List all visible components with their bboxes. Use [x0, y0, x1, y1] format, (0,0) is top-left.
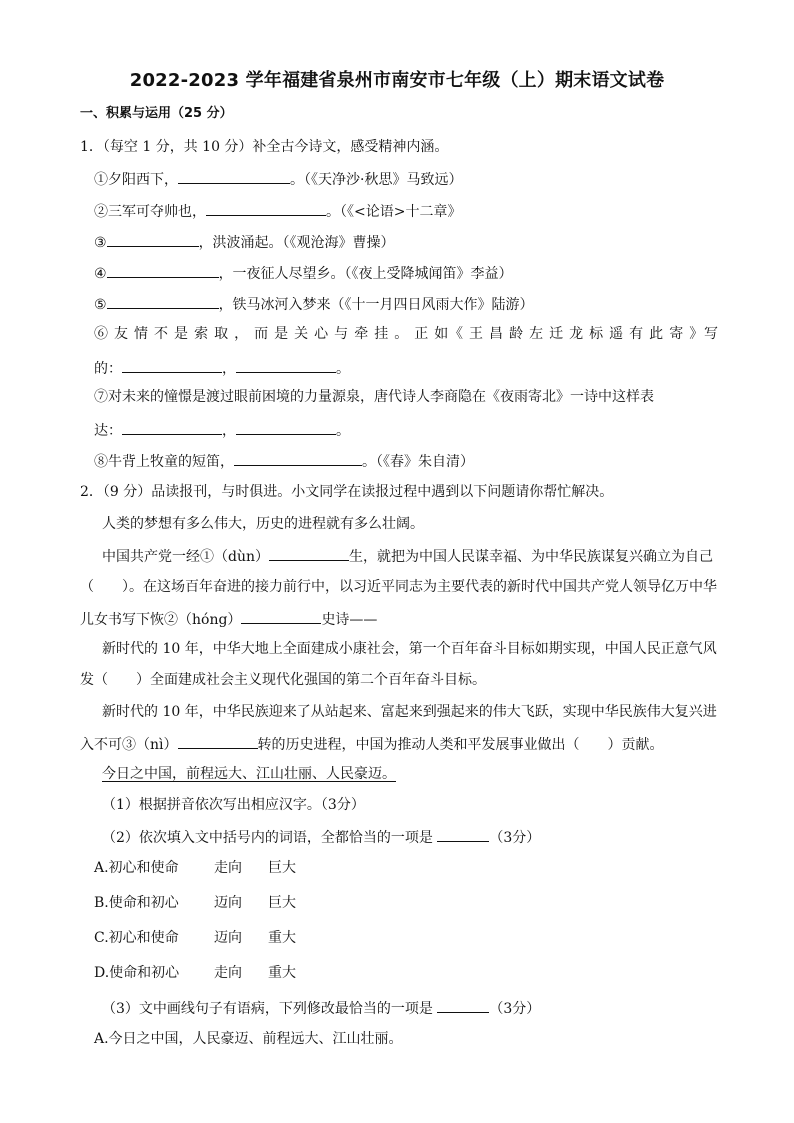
q1-item-1: ①夕阳西下， 。（《天净沙·秋思》马致远）: [94, 168, 462, 190]
q1-item-8: ⑧牛背上牧童的短笛， 。（《春》朱自清）: [94, 450, 474, 472]
q2-sub-question-3: （3）文中画线句子有语病，下列修改最恰当的一项是 （3分）: [102, 997, 540, 1019]
answer-blank[interactable]: [236, 419, 336, 435]
q1-item-3: ③ ，洪波涌起。（《观沧海》曹操）: [94, 231, 395, 253]
answer-blank[interactable]: [437, 826, 489, 842]
q1-stem: 1．（每空 1 分，共 10 分）补全古今诗文，感受精神内涵。: [80, 139, 449, 155]
q2-paragraph-4-line1: 新时代的 10 年，中华民族迎来了从站起来、富起来到强起来的伟大飞跃，实现中华民族伟大复兴进: [102, 704, 717, 720]
answer-blank[interactable]: [269, 545, 349, 561]
answer-blank[interactable]: [234, 450, 362, 466]
q1-item-4: ④ ，一夜征人尽望乡。（《夜上受降城闻笛》李益）: [94, 262, 513, 284]
q1-item-5: ⑤ ，铁马冰河入梦来（《十一月四日风雨大作》陆游）: [94, 293, 534, 315]
q2-paragraph-3-line2: 发（ ）全面建成社会主义现代化强国的第二个百年奋斗目标。: [80, 672, 486, 688]
q2-paragraph-1: 人类的梦想有多么伟大，历史的进程就有多么壮阔。: [102, 516, 424, 532]
option-b[interactable]: B.使命和初心 迈向 巨大: [94, 895, 296, 911]
option-c[interactable]: C.初心和使命 迈向 重大: [94, 930, 296, 946]
q2-paragraph-2-line2: （ ）。在这场百年奋进的接力前行中，以习近平同志为主要代表的新时代中国共产党人领导亿万中华: [80, 579, 717, 595]
q2-stem: 2．（9 分）品读报刊，与时俱进。小文同学在读报过程中遇到以下问题请你帮忙解决。: [80, 484, 614, 500]
exam-title: 2022-2023 学年福建省泉州市南安市七年级（上）期末语文试卷: [129, 70, 665, 91]
answer-blank[interactable]: [437, 997, 489, 1013]
option-a[interactable]: A.初心和使命 走向 巨大: [94, 860, 296, 876]
answer-blank[interactable]: [236, 357, 336, 373]
q2-paragraph-4-line2: 入不可③（nì） 转的历史进程，中国为推动人类和平发展事业做出（ ）贡献。: [80, 733, 664, 755]
q1-item-6-line1: ⑥ 友 情 不 是 索 取 ， 而 是 关 心 与 牵 挂 。 正 如《 王 昌 龄 左 迁 龙 标 遥 有 此 寄 》写: [94, 326, 718, 342]
answer-blank[interactable]: [178, 168, 290, 184]
answer-blank[interactable]: [107, 262, 219, 278]
q1-item-2: ②三军可夺帅也， 。（《<论语>十二章》: [94, 200, 461, 222]
answer-blank[interactable]: [107, 293, 219, 309]
underlined-sentence: 今日之中国，前程远大、江山壮丽、人民豪迈。: [102, 766, 396, 782]
answer-blank[interactable]: [122, 419, 222, 435]
sub3-option-a[interactable]: A.今日之中国，人民豪迈、前程远大、江山壮丽。: [94, 1031, 403, 1047]
q2-sub-question-1: （1）根据拼音依次写出相应汉字。（3分）: [102, 797, 365, 813]
section-heading: 一、积累与运用（25 分）: [80, 106, 233, 121]
q2-paragraph-3-line1: 新时代的 10 年，中华大地上全面建成小康社会，第一个百年奋斗目标如期实现，中国人民正意气风: [102, 641, 717, 657]
answer-blank[interactable]: [206, 200, 326, 216]
q1-item-7-line2: 达： ， 。: [94, 419, 350, 441]
answer-blank[interactable]: [122, 357, 222, 373]
answer-blank[interactable]: [241, 608, 321, 624]
answer-blank[interactable]: [107, 231, 199, 247]
option-d[interactable]: D.使命和初心 走向 重大: [94, 965, 296, 981]
answer-blank[interactable]: [178, 733, 258, 749]
q2-paragraph-2-line1: 中国共产党一经①（dùn） 生，就把为中国人民谋幸福、为中华民族谋复兴确立为自己: [102, 545, 713, 567]
q1-item-6-line2: 的： ， 。: [94, 357, 350, 379]
q2-sub-question-2: （2）依次填入文中括号内的词语，全都恰当的一项是 （3分）: [102, 826, 540, 848]
q1-item-7-line1: ⑦对未来的憧憬是渡过眼前困境的力量源泉，唐代诗人李商隐在《夜雨寄北》一诗中这样表: [94, 389, 654, 405]
q2-paragraph-2-line3: 儿女书写下恢②（hóng） 史诗——: [80, 608, 377, 630]
